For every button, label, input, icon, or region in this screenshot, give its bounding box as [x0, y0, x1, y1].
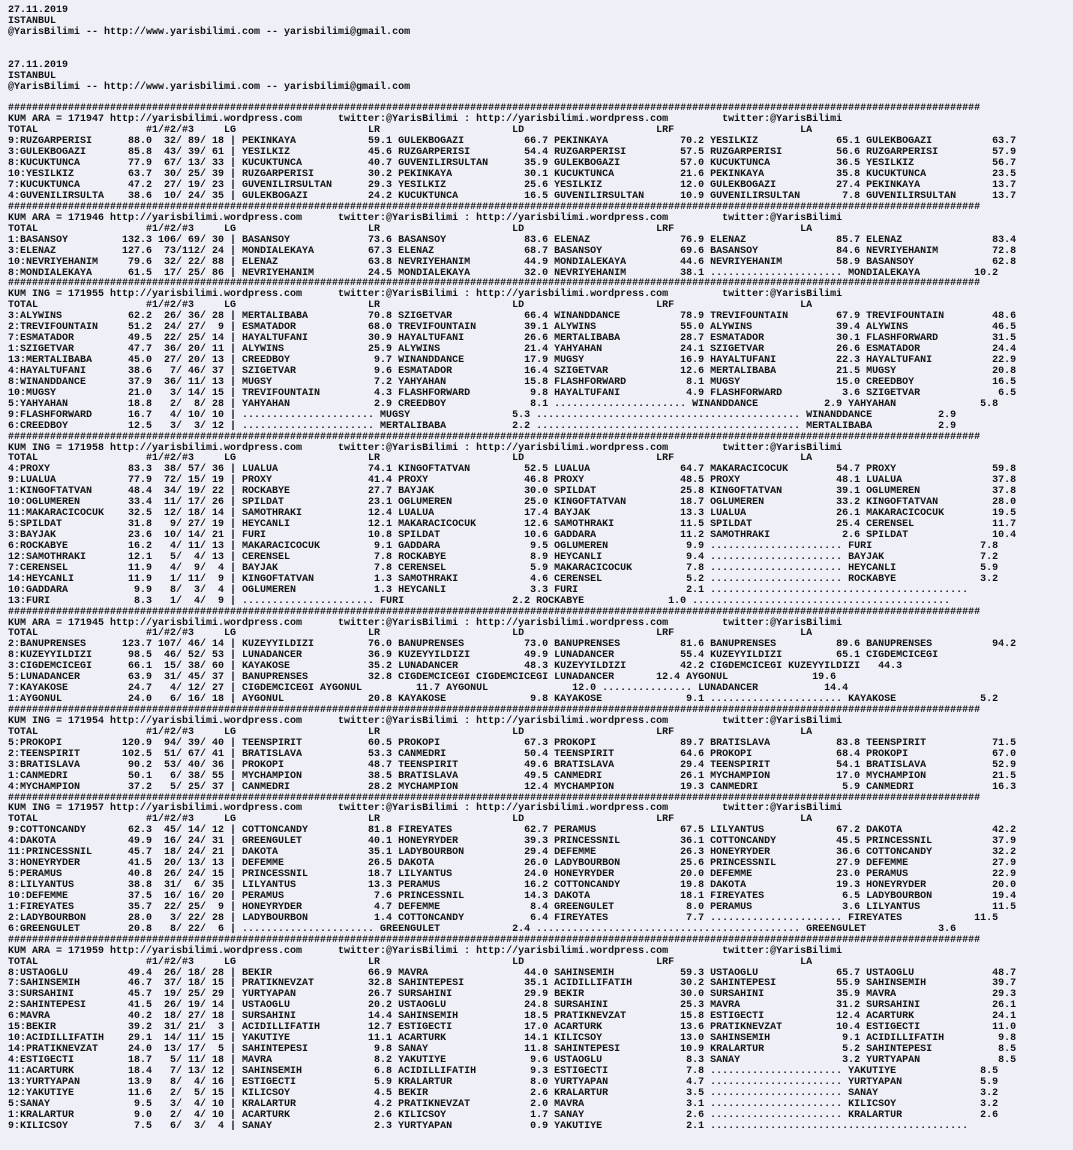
- result-row: 6:GREENGULET 20.8 8/ 22/ 6 | ...................... GREENGULET 2.4 ............................................ GREENGULET 3.6: [8, 923, 957, 935]
- race-header-line: KUM ING = 171958 http://yarisbilimi.wordpress.com twitter:@YarisBilimi : http://yarisbilimi.wordpress.com twitter:@YarisBilimi: [8, 442, 843, 454]
- result-row: 13:MERTALIBABA 45.0 27/ 20/ 13 | CREEDBOY 9.7 WINANDDANCE 17.9 MUGSY 16.9 HAYALTUFANI 22.3 HAYALTUFANI 22.9: [8, 355, 1017, 366]
- result-row: 7:ESMATADOR 49.5 22/ 25/ 14 | HAYALTUFANI 30.9 HAYALTUFANI 26.6 MERTALIBABA 28.7 ESMATADOR 30.1 FLASHFORWARD 31.5: [8, 333, 1017, 345]
- result-row: 13:YURTYAPAN 13.9 8/ 4/ 16 | ESTIGECTI 5.9 KRALARTUR 8.0 YURTYAPAN 4.7 ...................... YURTYAPAN 5.9: [8, 1076, 999, 1088]
- result-row: 1:SZIGETVAR 47.7 36/ 20/ 11 | ALYWINS 25.9 ALYWINS 21.4 YAHYAHAN 24.1 SZIGETVAR 26.6 ESMATADOR 24.4: [8, 344, 1017, 356]
- result-row: 3:ALYWINS 62.2 26/ 36/ 28 | MERTALIBABA 70.8 SZIGETVAR 66.4 WINANDDANCE 78.9 TREVIFOUNTAIN 67.9 TREVIFOUNTAIN 48.6: [8, 311, 1017, 323]
- result-row: 2:TREVIFOUNTAIN 51.2 24/ 27/ 9 | ESMATADOR 68.0 TREVIFOUNTAIN 39.1 ALYWINS 55.0 ALYWINS 39.4 ALYWINS 46.5: [8, 322, 1017, 334]
- result-row: 3:BRATISLAVA 90.2 53/ 40/ 36 | PROKOPI 48.7 TEENSPIRIT 49.6 BRATISLAVA 29.4 TEENSPIRIT 54.1 BRATISLAVA 52.9: [8, 759, 1017, 771]
- result-row: 3:ELENAZ 127.6 73/112/ 24 | MONDIALEKAYA 67.3 ELENAZ 68.7 BASANSOY 69.6 BASANSOY 84.6 NEVRIYEHANIM 72.8: [8, 245, 1017, 257]
- result-row: 10:NEVRIYEHANIM 79.6 32/ 22/ 88 | ELENAZ 63.8 NEVRIYEHANIM 44.9 MONDIALEKAYA 44.6 NEVRIYEHANIM 58.9 BASANSOY 62.8: [8, 256, 1017, 268]
- text-line: ISTANBUL: [8, 15, 57, 27]
- column-header-line: TOTAL #1/#2/#3 LG LR LD LRF LA: [8, 956, 813, 968]
- result-row: 3:SURSAHINI 45.7 19/ 25/ 29 | YURTYAPAN 26.7 SURSAHINI 29.9 BEKIR 30.0 SURSAHINI 35.9 MAVRA 29.3: [8, 989, 1017, 1001]
- result-row: 2:TEENSPIRIT 102.5 51/ 67/ 41 | BRATISLAVA 53.3 CANMEDRI 50.4 TEENSPIRIT 64.6 PROKOPI 68.4 PROKOPI 67.0: [8, 748, 1017, 760]
- result-row: 5:YAHYAHAN 18.8 2/ 8/ 28 | YAHYAHAN 2.9 CREEDBOY 8.1 ...................... WINANDDANCE 2.9 YAHYAHAN 5.8: [8, 398, 999, 410]
- result-row: 10:GADDARA 9.9 8/ 3/ 4 | OGLUMEREN 1.3 HEYCANLI 3.3 FURI 2.1 ...........................................: [8, 584, 969, 596]
- result-row: 3:GULEKBOGAZI 85.8 43/ 39/ 61 | YESILKIZ 45.6 RUZGARPERISI 54.4 RUZGARPERISI 57.5 RUZGARPERISI 56.6 RUZGARPERISI 57.9: [8, 147, 1017, 159]
- result-row: 5:PERAMUS 40.8 26/ 24/ 15 | PRINCESSNIL 18.7 LILYANTUS 24.0 HONEYRYDER 20.0 DEFEMME 23.0 PERAMUS 22.9: [8, 869, 1017, 881]
- result-row: 12:SAMOTHRAKI 12.1 5/ 4/ 13 | CERENSEL 7.8 ROCKABYE 8.9 HEYCANLI 9.4 ...................... BAYJAK 7.2: [8, 551, 999, 563]
- result-row: 3:BAYJAK 23.6 10/ 14/ 21 | FURI 10.8 SPILDAT 10.6 GADDARA 11.2 SAMOTHRAKI 2.6 SPILDAT 10.4: [8, 530, 1017, 541]
- result-row: 4:DAKOTA 49.9 16/ 24/ 31 | GREENGULET 40.1 HONEYRYDER 39.3 PRINCESSNIL 36.1 COTTONCANDY 45.5 PRINCESSNIL 37.9: [8, 836, 1017, 848]
- result-row: 10:YESILKIZ 63.7 30/ 25/ 39 | RUZGARPERISI 30.2 PEKINKAYA 30.1 KUCUKTUNCA 21.6 PEKINKAYA 35.8 KUCUKTUNCA 23.5: [8, 169, 1017, 181]
- separator-line: ##################################################################################################################################################################: [8, 201, 981, 213]
- result-row: 7:SAHINSEMIH 46.7 37/ 18/ 15 | PRATIKNEVZAT 32.8 SAHINTEPESI 35.1 ACIDILLIFATIH 30.2 SAHINTEPESI 55.9 SAHINSEMIH 39.7: [8, 978, 1017, 990]
- result-row: 11:MAKARACICOCUK 32.5 12/ 18/ 14 | SAMOTHRAKI 12.4 LUALUA 17.4 BAYJAK 13.3 LUALUA 26.1 MAKARACICOCUK 19.5: [8, 508, 1017, 520]
- result-row: 7:KUCUKTUNCA 47.2 27/ 19/ 23 | GUVENILIRSULTAN 29.3 YESILKIZ 25.6 YESILKIZ 12.0 GULEKBOGAZI 27.4 PEKINKAYA 13.7: [8, 180, 1017, 191]
- column-header-line: TOTAL #1/#2/#3 LG LR LD LRF LA: [8, 223, 813, 235]
- separator-line: ##################################################################################################################################################################: [8, 278, 981, 290]
- result-row: 3:CIGDEMCICEGI 66.1 15/ 38/ 60 | KAYAKOSE 35.2 LUNADANCER 48.3 KUZEYYILDIZI 42.2 CIGDEMCICEGI KUZEYYILDIZI 44.3: [8, 661, 903, 673]
- race-header-line: KUM ARA = 171947 http://yarisbilimi.wordpress.com twitter:@YarisBilimi : http://yarisbilimi.wordpress.com twitter:@YarisBilimi: [8, 114, 843, 126]
- result-row: 5:PROKOPI 120.9 94/ 39/ 40 | TEENSPIRIT 60.5 PROKOPI 67.3 PROKOPI 89.7 BRATISLAVA 83.8 TEENSPIRIT 71.5: [8, 737, 1017, 749]
- result-row: 8:MONDIALEKAYA 61.5 17/ 25/ 86 | NEVRIYEHANIM 24.5 MONDIALEKAYA 32.0 NEVRIYEHANIM 38.1 ...................... MONDIALEKAYA 10.2: [8, 267, 999, 279]
- result-row: 8:KUZEYYILDIZI 98.5 46/ 52/ 53 | LUNADANCER 36.9 KUZEYYILDIZI 49.9 LUNADANCER 55.4 KUZEYYILDIZI 65.1 CIGDEMCICEGI: [8, 650, 939, 662]
- column-header-line: TOTAL #1/#2/#3 LG LR LD LRF LA: [8, 125, 813, 137]
- result-row: 2:SAHINTEPESI 41.5 26/ 19/ 14 | USTAOGLU 20.2 USTAOGLU 24.8 SURSAHINI 25.3 MAVRA 31.2 SURSAHINI 26.1: [8, 1000, 1017, 1012]
- separator-line: ##################################################################################################################################################################: [8, 792, 981, 804]
- blank-line: [8, 50, 1073, 61]
- column-header-line: TOTAL #1/#2/#3 LG LR LD LRF LA: [8, 628, 813, 640]
- result-row: 1:CANMEDRI 50.1 6/ 38/ 55 | MYCHAMPION 38.5 BRATISLAVA 49.5 CANMEDRI 26.1 MYCHAMPION 17.0 MYCHAMPION 21.5: [8, 770, 1017, 782]
- result-row: 4:ESTIGECTI 18.7 5/ 11/ 18 | MAVRA 8.2 YAKUTIYE 9.6 USTAOGLU 8.3 SANAY 3.2 YURTYAPAN 8.5: [8, 1055, 1017, 1066]
- result-row: 4:GUVENILIRSULTA 38.6 10/ 24/ 35 | GULEKBOGAZI 24.2 KUCUKTUNCA 16.5 GUVENILIRSULTAN 10.9 GUVENILIRSULTAN 7.8 GUVENILIRSULTAN 13.7: [8, 190, 1017, 202]
- result-row: 5:LUNADANCER 63.9 31/ 45/ 37 | BANUPRENSES 32.8 CIGDEMCICEGI CIGDEMCICEGI LUNADANCER 12.4 AYGONUL 19.6: [8, 672, 837, 684]
- result-row: 4:HAYALTUFANI 38.6 7/ 46/ 37 | SZIGETVAR 9.6 ESMATADOR 16.4 SZIGETVAR 12.6 MERTALIBABA 21.5 MUGSY 20.8: [8, 365, 1017, 377]
- result-row: 10:MUGSY 21.0 3/ 14/ 15 | TREVIFOUNTAIN 4.3 FLASHFORWARD 9.8 HAYALTUFANI 4.9 FLASHFORWARD 3.6 SZIGETVAR 6.5: [8, 387, 1017, 399]
- result-row: 10:ACIDILLIFATIH 29.1 14/ 11/ 15 | YAKUTIYE 11.1 ACARTURK 14.1 KILICSOY 13.0 SAHINSEMIH 9.1 ACIDILLIFATIH 9.8: [8, 1033, 1017, 1045]
- race-header-line: KUM ARA = 171945 http://yarisbilimi.wordpress.com twitter:@YarisBilimi : http://yarisbilimi.wordpress.com twitter:@YarisBilimi: [8, 617, 843, 629]
- race-header-line: KUM ING = 171957 http://yarisbilimi.wordpress.com twitter:@YarisBilimi : http://yarisbilimi.wordpress.com twitter:@YarisBilimi: [8, 803, 843, 815]
- result-row: 1:FIREYATES 35.7 22/ 25/ 9 | HONEYRYDER 4.7 DEFEMME 8.4 GREENGULET 8.0 PERAMUS 3.6 LILYANTUS 11.5: [8, 901, 1017, 913]
- column-header-line: TOTAL #1/#2/#3 LG LR LD LRF LA: [8, 814, 813, 826]
- result-row: 1:BASANSOY 132.3 106/ 69/ 30 | BASANSOY 73.6 BASANSOY 83.6 ELENAZ 76.9 ELENAZ 85.7 ELENAZ 83.4: [8, 234, 1017, 246]
- text-line: @YarisBilimi -- http://www.yarisbilimi.com -- yarisbilimi@gmail.com: [8, 81, 411, 93]
- result-row: 8:KUCUKTUNCA 77.9 67/ 13/ 33 | KUCUKTUNCA 40.7 GUVENILIRSULTAN 35.9 GULEKBOGAZI 57.0 KUCUKTUNCA 36.5 YESILKIZ 56.7: [8, 158, 1017, 170]
- result-row: 3:HONEYRYDER 41.5 20/ 13/ 13 | DEFEMME 26.5 DAKOTA 26.0 LADYBOURBON 25.6 PRINCESSNIL 27.9 DEFEMME 27.9: [8, 858, 1017, 870]
- result-row: 15:BEKIR 39.2 31/ 21/ 3 | ACIDILLIFATIH 12.7 ESTIGECTI 17.0 ACARTURK 13.6 PRATIKNEVZAT 10.4 ESTIGECTI 11.0: [8, 1022, 1017, 1034]
- result-row: 6:CREEDBOY 12.5 3/ 3/ 12 | ...................... MERTALIBABA 2.2 ............................................ MERTALIBABA 2.9: [8, 420, 957, 432]
- result-row: 11:ACARTURK 18.4 7/ 13/ 12 | SAHINSEMIH 6.8 ACIDILLIFATIH 9.3 ESTIGECTI 7.8 ...................... YAKUTIYE 8.5: [8, 1065, 999, 1077]
- column-header-line: TOTAL #1/#2/#3 LG LR LD LRF LA: [8, 453, 813, 465]
- separator-line: ##################################################################################################################################################################: [8, 606, 981, 618]
- result-row: 5:SANAY 9.5 3/ 4/ 10 | KRALARTUR 4.2 PRATIKNEVZAT 2.0 MAVRA 3.1 ...................... KILICSOY 3.2: [8, 1098, 999, 1110]
- blank-line: [8, 39, 1073, 50]
- result-row: 4:MYCHAMPION 37.2 5/ 25/ 37 | CANMEDRI 28.2 MYCHAMPION 12.4 MYCHAMPION 19.3 CANMEDRI 5.9 CANMEDRI 16.3: [8, 781, 1017, 793]
- text-line: @YarisBilimi -- http://www.yarisbilimi.com -- yarisbilimi@gmail.com: [8, 26, 411, 38]
- race-header-line: KUM ING = 171955 http://yarisbilimi.wordpress.com twitter:@YarisBilimi : http://yarisbilimi.wordpress.com twitter:@YarisBilimi: [8, 289, 843, 301]
- column-header-line: TOTAL #1/#2/#3 LG LR LD LRF LA: [8, 726, 813, 738]
- result-row: 9:LUALUA 77.9 72/ 15/ 19 | PROXY 41.4 PROXY 46.8 PROXY 48.5 PROXY 48.1 LUALUA 37.8: [8, 475, 1017, 487]
- result-row: 14:PRATIKNEVZAT 24.0 13/ 17/ 5 | SAHINTEPESI 9.8 SANAY 11.8 SAHINTEPESI 10.9 KRALARTUR 5.2 SAHINTEPESI 8.5: [8, 1044, 1017, 1056]
- result-row: 9:KILICSOY 7.5 6/ 3/ 4 | SANAY 2.3 YURTYAPAN 0.9 YAKUTIYE 2.1 ...........................................: [8, 1120, 969, 1132]
- result-row: 1:KINGOFTATVAN 48.4 34/ 19/ 22 | ROCKABYE 27.7 BAYJAK 30.0 SPILDAT 25.8 KINGOFTATVAN 39.1 OGLUMEREN 37.8: [8, 486, 1017, 498]
- race-header-line: KUM ARA = 171946 http://yarisbilimi.wordpress.com twitter:@YarisBilimi : http://yarisbilimi.wordpress.com twitter:@YarisBilimi: [8, 212, 843, 224]
- text-line: ISTANBUL: [8, 70, 57, 82]
- text-line: 27.11.2019: [8, 59, 69, 71]
- result-row: 2:BANUPRENSES 123.7 107/ 46/ 14 | KUZEYYILDIZI 76.0 BANUPRENSES 73.0 BANUPRENSES 81.6 BANUPRENSES 89.6 BANUPRENSES 94.2: [8, 639, 1017, 651]
- result-row: 10:DEFEMME 37.5 16/ 16/ 20 | PERAMUS 7.6 PRINCESSNIL 14.3 DAKOTA 18.1 FIREYATES 6.5 LADYBOURBON 19.4: [8, 890, 1017, 902]
- result-row: 13:FURI 8.3 1/ 4/ 9 | ...................... FURI 2.2 ROCKABYE 1.0 ...........................................: [8, 595, 951, 607]
- result-row: 1:KRALARTUR 9.0 2/ 4/ 10 | ACARTURK 2.6 KILICSOY 1.7 SANAY 2.6 ...................... KRALARTUR 2.6: [8, 1109, 999, 1121]
- result-row: 4:PROXY 83.3 38/ 57/ 36 | LUALUA 74.1 KINGOFTATVAN 52.5 LUALUA 64.7 MAKARACICOCUK 54.7 PROXY 59.8: [8, 464, 1017, 476]
- result-row: 14:HEYCANLI 11.9 1/ 11/ 9 | KINGOFTATVAN 1.3 SAMOTHRAKI 4.6 CERENSEL 5.2 ...................... ROCKABYE 3.2: [8, 573, 999, 585]
- result-row: 8:WINANDDANCE 37.9 36/ 11/ 13 | MUGSY 7.2 YAHYAHAN 15.8 FLASHFORWARD 8.1 MUGSY 15.0 CREEDBOY 16.5: [8, 376, 1017, 388]
- race-header-line: KUM ING = 171954 http://yarisbilimi.wordpress.com twitter:@YarisBilimi : http://yarisbilimi.wordpress.com twitter:@YarisBilimi: [8, 715, 843, 727]
- race-header-line: KUM ARA = 171959 http://yarisbilimi.wordpress.com twitter:@YarisBilimi : http://yarisbilimi.wordpress.com twitter:@YarisBilimi: [8, 945, 843, 957]
- result-row: 6:ROCKABYE 16.2 4/ 11/ 13 | MAKARACICOCUK 9.1 GADDARA 9.5 OGLUMEREN 9.9 ...................... FURI 7.8: [8, 540, 999, 552]
- separator-line: ##################################################################################################################################################################: [8, 431, 981, 443]
- result-row: 5:SPILDAT 31.8 9/ 27/ 19 | HEYCANLI 12.1 MAKARACICOCUK 12.6 SAMOTHRAKI 11.5 SPILDAT 25.4 CERENSEL 11.7: [8, 519, 1017, 531]
- result-row: 9:RUZGARPERISI 88.0 32/ 89/ 18 | PEKINKAYA 59.1 GULEKBOGAZI 66.7 PEKINKAYA 70.2 YESILKIZ 65.1 GULEKBOGAZI 63.7: [8, 136, 1017, 148]
- result-row: 8:USTAOGLU 49.4 26/ 18/ 28 | BEKIR 66.9 MAVRA 44.0 SAHINSEMIH 59.3 USTAOGLU 65.7 USTAOGLU 48.7: [8, 967, 1017, 979]
- result-row: 7:CERENSEL 11.9 4/ 9/ 4 | BAYJAK 7.8 CERENSEL 5.9 MAKARACICOCUK 7.8 ...................... HEYCANLI 5.9: [8, 562, 999, 574]
- result-row: 7:KAYAKOSE 24.7 4/ 12/ 27 | CIGDEMCICEGI AYGONUL 11.7 AYGONUL 12.0 ............... LUNADANCER 14.4: [8, 683, 849, 695]
- result-row: 1:AYGONUL 24.0 6/ 16/ 18 | AYGONUL 20.8 KAYAKOSE 9.8 KAYAKOSE 9.1 ...................... KAYAKOSE 5.2: [8, 694, 999, 706]
- result-row: 10:OGLUMEREN 33.4 11/ 17/ 26 | SPILDAT 23.1 OGLUMEREN 25.0 KINGOFTATVAN 18.7 OGLUMEREN 33.2 KINGOFTATVAN 28.0: [8, 497, 1017, 509]
- text-line: 27.11.2019: [8, 5, 69, 16]
- result-row: 9:FLASHFORWARD 16.7 4/ 10/ 10 | ...................... MUGSY 5.3 ............................................ WINANDDANCE 2.9: [8, 409, 957, 421]
- column-header-line: TOTAL #1/#2/#3 LG LR LD LRF LA: [8, 300, 813, 312]
- separator-line: ##################################################################################################################################################################: [8, 103, 981, 115]
- result-row: 6:MAVRA 40.2 18/ 27/ 18 | SURSAHINI 14.4 SAHINSEMIH 18.5 PRATIKNEVZAT 15.8 ESTIGECTI 12.4 ACARTURK 24.1: [8, 1011, 1017, 1023]
- result-row: 2:LADYBOURBON 28.0 3/ 22/ 28 | LADYBOURBON 1.4 COTTONCANDY 6.4 FIREYATES 7.7 ...................... FIREYATES 11.5: [8, 912, 999, 924]
- separator-line: ##################################################################################################################################################################: [8, 934, 981, 946]
- separator-line: ##################################################################################################################################################################: [8, 705, 981, 716]
- result-row: 11:PRINCESSNIL 45.7 18/ 24/ 21 | DAKOTA 35.1 LADYBOURBON 29.4 DEFEMME 26.3 HONEYRYDER 36.6 COTTONCANDY 32.2: [8, 847, 1017, 859]
- result-row: 8:LILYANTUS 38.8 31/ 6/ 35 | LILYANTUS 13.3 PERAMUS 16.2 COTTONCANDY 19.8 DAKOTA 19.3 HONEYRYDER 20.0: [8, 880, 1017, 891]
- result-row: 9:COTTONCANDY 62.3 45/ 14/ 12 | COTTONCANDY 81.8 FIREYATES 62.7 PERAMUS 67.5 LILYANTUS 67.2 DAKOTA 42.2: [8, 825, 1017, 837]
- result-row: 12:YAKUTIYE 11.6 2/ 5/ 15 | KILICSOY 4.5 BEKIR 2.6 KRALARTUR 3.5 ...................... SANAY 3.2: [8, 1087, 999, 1099]
